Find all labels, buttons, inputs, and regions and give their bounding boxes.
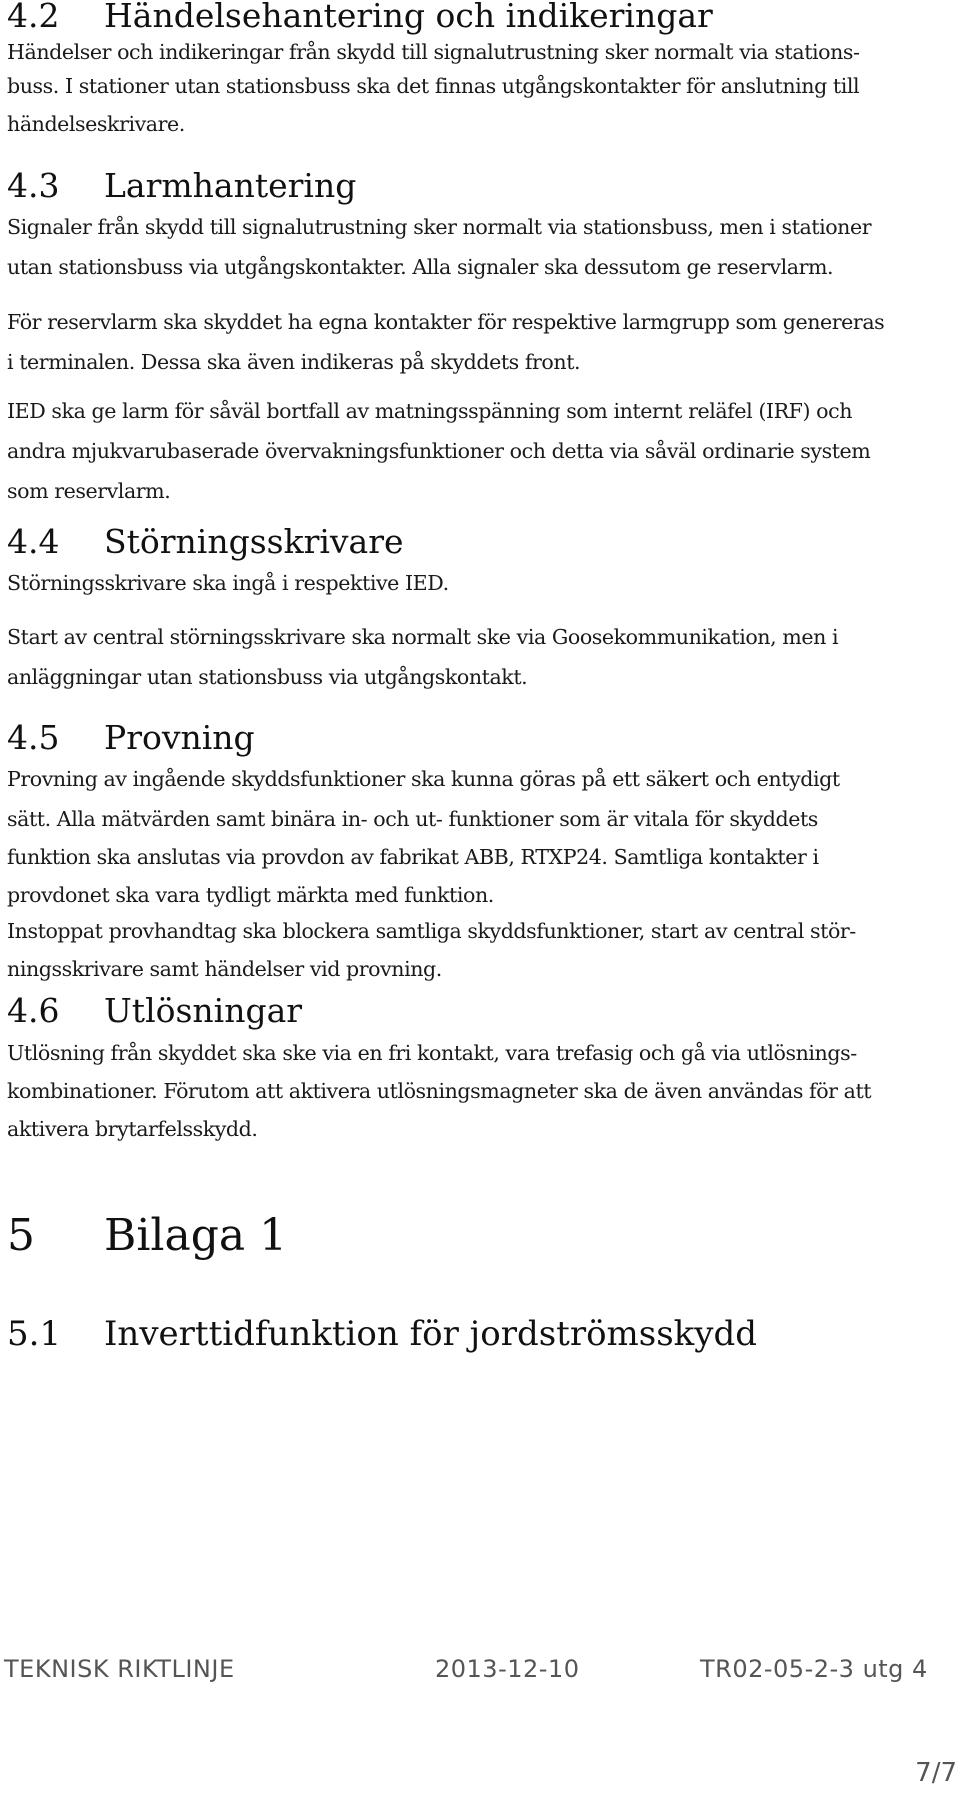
text-line: som reservlarm. [7, 479, 171, 503]
text-line: Start av central störningsskrivare ska normalt ske via Goosekommunikation, men i [7, 625, 839, 649]
heading-number: 4.3 [7, 166, 60, 205]
page-number: 7/7 [915, 1758, 957, 1788]
paragraph [7, 759, 942, 989]
text-line: funktion ska anslutas via provdon av fabrikat ABB, RTXP24. Samtliga kontakter i [7, 845, 819, 869]
paragraph [7, 302, 942, 382]
text-line: För reservlarm ska skyddet ha egna kontakter för respektive larmgrupp som genereras [7, 310, 885, 334]
heading-5 [7, 1210, 287, 1262]
text-line: anläggningar utan stationsbuss via utgångskontakt. [7, 665, 528, 689]
text-line: händelseskrivare. [7, 112, 185, 136]
heading-5-1 [7, 1314, 757, 1354]
heading-4-4 [7, 522, 404, 562]
paragraph [7, 617, 942, 697]
text-line: sätt. Alla mätvärden samt binära in- och ut- funktioner som är vitala för skyddets [7, 807, 818, 831]
heading-number: 4.6 [7, 991, 60, 1030]
paragraph [7, 391, 942, 511]
text-line: Instoppat provhandtag ska blockera samtliga skyddsfunktioner, start av central stör- [7, 919, 856, 943]
text-line: Utlösning från skyddet ska ske via en fri kontakt, vara trefasig och gå via utlösnings- [7, 1041, 857, 1065]
heading-title: Larmhantering [104, 166, 357, 205]
text-line: Störningsskrivare ska ingå i respektive IED. [7, 571, 449, 595]
text-line: IED ska ge larm för såväl bortfall av matningsspänning som internt reläfel (IRF) och [7, 399, 853, 423]
text-line: ningsskrivare samt händelser vid provning. [7, 957, 442, 981]
text-line: Händelser och indikeringar från skydd till signalutrustning sker normalt via stations- [7, 40, 860, 64]
heading-title: Händelsehantering och indikeringar [104, 0, 713, 35]
text-line: i terminalen. Dessa ska även indikeras på skyddets front. [7, 350, 581, 374]
heading-title: Bilaga 1 [104, 1210, 288, 1261]
footer-doc-id: TR02-05-2-3 utg 4 [700, 1655, 928, 1683]
text-line: Signaler från skydd till signalutrustning sker normalt via stationsbuss, men i stationer [7, 215, 872, 239]
paragraph [7, 207, 942, 287]
footer-date: 2013-12-10 [435, 1655, 580, 1683]
heading-4-2 [7, 0, 713, 36]
heading-number: 5 [7, 1210, 35, 1261]
heading-title: Störningsskrivare [104, 522, 404, 561]
heading-number: 5.1 [7, 1314, 62, 1354]
heading-number: 4.4 [7, 522, 60, 561]
text-line: buss. I stationer utan stationsbuss ska det finnas utgångskontakter för anslutning till [7, 74, 860, 98]
heading-title: Inverttidfunktion för jordströmsskydd [104, 1314, 758, 1354]
page-footer [0, 1655, 960, 1705]
paragraph [7, 32, 942, 144]
text-line: provdonet ska vara tydligt märkta med funktion. [7, 883, 494, 907]
heading-title: Provning [104, 718, 255, 757]
heading-4-5 [7, 718, 255, 758]
text-line: utan stationsbuss via utgångskontakter. Alla signaler ska dessutom ge reservlarm. [7, 255, 834, 279]
footer-doc-type: TEKNISK RIKTLINJE [4, 1655, 235, 1683]
heading-number: 4.2 [7, 0, 60, 35]
heading-4-6 [7, 991, 302, 1031]
heading-title: Utlösningar [104, 991, 303, 1030]
paragraph [7, 1033, 942, 1149]
text-line: kombinationer. Förutom att aktivera utlösningsmagneter ska de även användas för att [7, 1079, 872, 1103]
heading-4-3 [7, 166, 356, 206]
text-line: aktivera brytarfelsskydd. [7, 1117, 258, 1141]
paragraph [7, 563, 942, 603]
heading-number: 4.5 [7, 718, 60, 757]
text-line: andra mjukvarubaserade övervakningsfunktioner och detta via såväl ordinarie system [7, 439, 871, 463]
text-line: Provning av ingående skyddsfunktioner ska kunna göras på ett säkert och entydigt [7, 767, 840, 791]
